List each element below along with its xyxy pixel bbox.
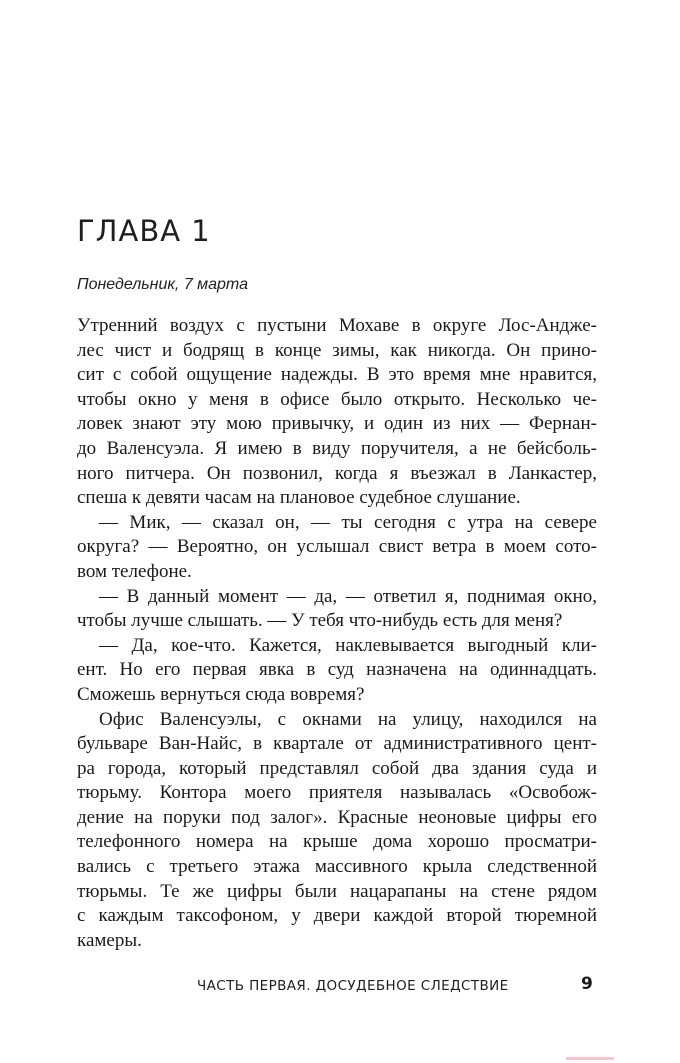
text-line: вом телефоне. xyxy=(77,560,192,582)
text-line: сит с собой ощущение надежды. В это время мне нравится, xyxy=(77,364,597,386)
text-line: ент. Но его первая явка в суд назначена на одиннадцать. xyxy=(77,659,597,681)
text-line: дение на поруки под залог». Красные неоновые цифры его xyxy=(77,806,597,828)
text-line: чтобы окно у меня в офисе было открыто. Несколько че- xyxy=(77,388,597,410)
text-line: с каждым таксофоном, у двери каждой второй тюремной xyxy=(77,905,597,927)
text-line: ловек знают эту мою привычку, и один из них — Фернан- xyxy=(77,413,597,435)
text-line: тюрьму. Контора моего приятеля называлась «Освобож- xyxy=(77,782,597,804)
text-line: вались с третьего этажа массивного крыла следственной xyxy=(77,856,597,878)
chapter-dateline: Понедельник, 7 марта xyxy=(77,276,248,293)
text-line: Офис Валенсуэлы, с окнами на улицу, находился на xyxy=(99,708,597,730)
text-line: телефонного номера на крыше дома хорошо просматри- xyxy=(77,831,597,853)
text-line: спеша к девяти часам на плановое судебное слушание. xyxy=(77,487,521,509)
text-line: Утренний воздух с пустыни Мохаве в округе Лос-Андже- xyxy=(77,315,597,336)
chapter-title: ГЛАВА 1 xyxy=(77,214,211,248)
running-footer: ЧАСТЬ ПЕРВАЯ. ДОСУДЕБНОЕ СЛЕДСТВИЕ xyxy=(197,978,509,994)
text-line: округа? — Вероятно, он услышал свист ветра в моем сото- xyxy=(77,536,597,558)
text-line: тюрьмы. Те же цифры были нацарапаны на стене рядом xyxy=(77,880,597,902)
text-line: Сможешь вернуться сюда вовремя? xyxy=(77,683,365,705)
text-line: ного питчера. Он позвонил, когда я въезжал в Ланкастер, xyxy=(77,462,597,484)
text-line: лес чист и бодрящ в конце зимы, как никогда. Он прино- xyxy=(77,339,597,361)
text-line: — Мик, — сказал он, — ты сегодня с утра на севере xyxy=(99,511,597,533)
body-text xyxy=(77,314,597,953)
text-line: до Валенсуэла. Я имею в виду поручителя, а не бейсболь- xyxy=(77,437,597,459)
text-line: бульваре Ван-Найс, в квартале от административного цент- xyxy=(77,733,597,755)
text-line: — Да, кое-что. Кажется, наклевывается выгодный кли- xyxy=(99,634,597,656)
corner-mark xyxy=(566,1057,614,1060)
text-line: — В данный момент — да, — ответил я, поднимая окно, xyxy=(99,585,597,607)
page-number: 9 xyxy=(581,974,593,994)
text-line: камеры. xyxy=(77,929,142,951)
text-line: чтобы лучше слышать. — У тебя что-нибудь есть для меня? xyxy=(77,610,563,632)
text-line: ра города, который представлял собой два здания суда и xyxy=(77,757,597,779)
